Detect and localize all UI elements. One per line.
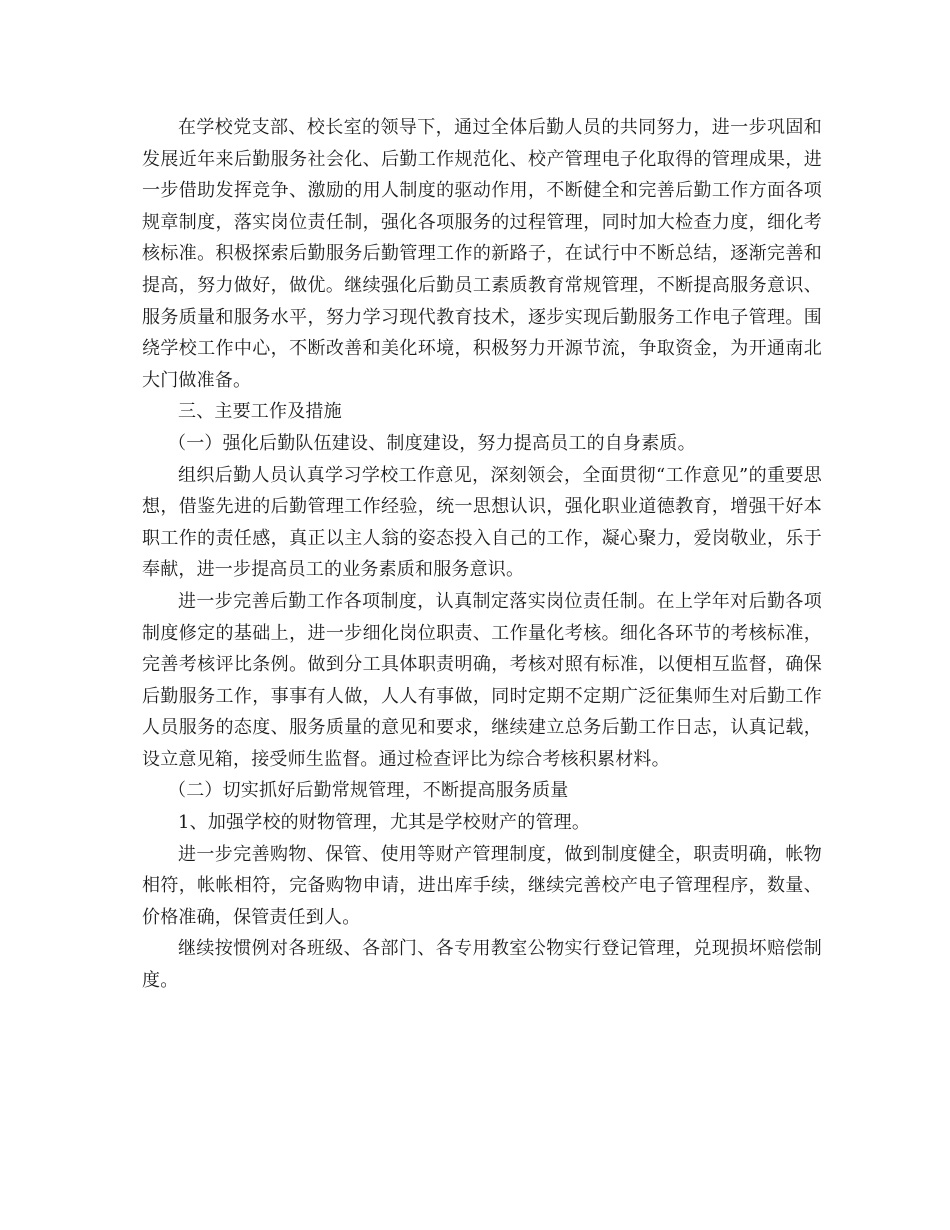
section-heading-3: 三、主要工作及措施: [178, 401, 342, 423]
paragraph-intro: 在学校党支部、校长室的领导下，通过全体后勤人员的共同努力，进一步巩固和发展近年来后勤服务社会化、后勤工作规范化、校产管理电子化取得的管理成果，进一步借助发挥竞争、激励的用人制度的驱动作用，不断健全和完善后勤工作方面各项规章制度，落实岗位责任制，强化各项服务的过程管理，同时加大检查力度，细化考核标准。积极探索后勤服务后勤管理工作的新路子，在试行中不断总结，逐渐完善和提高，努力做好，做优。继续强化后勤员工素质教育常规管理，不断提高服务意识、服务质量和服务水平，努力学习现代教育技术，逐步实现后勤服务工作电子管理。围绕学校工作中心，不断改善和美化环境，积极努力开源节流，争取资金，为开通南北大门做准备。: [142, 117, 822, 391]
list-item-1: 1、加强学校的财物管理，尤其是学校财产的管理。: [178, 812, 591, 834]
paragraph-regulations: 进一步完善后勤工作各项制度，认真制定落实岗位责任制。在上学年对后勤各项制度修定的基础上，进一步细化岗位职责、工作量化考核。细化各环节的考核标准，完善考核评比条例。做到分工具体职责明确，考核对照有标准，以便相互监督，确保后勤服务工作，事事有人做，人人有事做，同时定期不定期广泛征集师生对后勤工作人员服务的态度、服务质量的意见和要求，继续建立总务后勤工作日志，认真记载，设立意见箱，接受师生监督。通过检查评比为综合考核积累材料。: [142, 590, 822, 770]
subsection-heading-1: （一）强化后勤队伍建设、制度建设，努力提高员工的自身素质。: [168, 432, 696, 454]
subsection-heading-2: （二）切实抓好后勤常规管理，不断提高服务质量: [168, 780, 569, 802]
paragraph-team-building: 组织后勤人员认真学习学校工作意见，深刻领会，全面贯彻“工作意见”的重要思想，借鉴先进的后勤管理工作经验，统一思想认识，强化职业道德教育，增强干好本职工作的责任感，真正以主人翁的姿态投入自己的工作，凝心聚力，爱岗敬业，乐于奉献，进一步提高员工的业务素质和服务意识。: [142, 464, 822, 581]
paragraph-registration: 继续按惯例对各班级、各部门、各专用教室公物实行登记管理，兑现损坏赔偿制度。: [142, 938, 822, 992]
paragraph-property-management: 进一步完善购物、保管、使用等财产管理制度，做到制度健全，职责明确，帐物相符，帐帐相符，完备购物申请，进出库手续，继续完善校产电子管理程序，数量、价格准确，保管责任到人。: [142, 843, 822, 928]
